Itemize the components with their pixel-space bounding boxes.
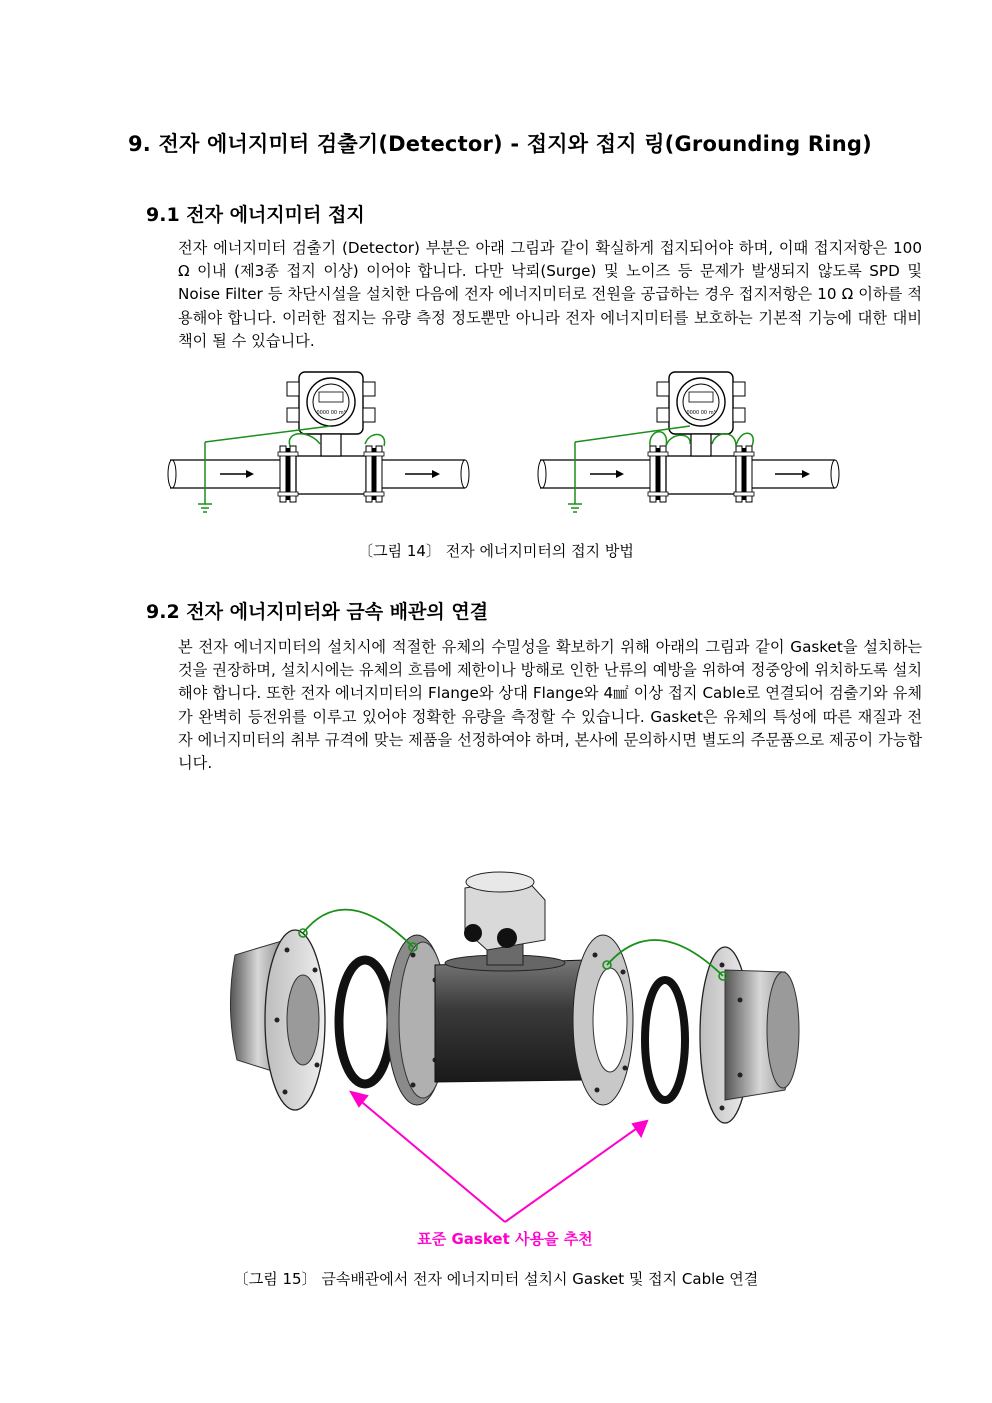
gasket-left [339, 960, 391, 1084]
grounding-paragraph [178, 237, 922, 353]
subsection-title-metal-pipe: 9.2 전자 에너지미터와 금속 배관의 연결 [146, 601, 489, 623]
subsection-title-grounding: 9.1 전자 에너지미터 접지 [146, 204, 365, 226]
metal-pipe-paragraph [178, 636, 922, 775]
left-pipe [230, 930, 325, 1110]
metal-pipe-body: 본 전자 에너지미터의 설치시에 적절한 유체의 수밀성을 확보하기 위해 아래의 그림과 같이 Gasket을 설치하는 것을 권장하며, 설치시에는 유체의 흐름에 제한이나 방해로 인한 난류의 예방을 위하여 정중앙에 위치하도록 설치해야 합니다. 또한 전자 에너지미터의 Flange와 상대 Flange와 4㎟ 이상 접지 Cable로 연결되어 검출기와 유체가 완벽히 등전위를 이루고 있어야 정확한 유량을 측정할 수 있습니다. Gasket은 유체의 특성에 따른 재질과 전자 에너지미터의 취부 규격에 맞는 제품을 선정하여야 하며, 본사에 문의하시면 별도의 주문품으로 제공이 가능합니다. [178, 638, 922, 773]
right-pipe [700, 947, 799, 1123]
grounding-diagram-right [538, 372, 839, 512]
section-title: 9. 전자 에너지미터 검출기(Detector) - 접지와 접지 링(Grounding Ring) [128, 132, 872, 156]
figure-15-gasket-illustration [225, 860, 825, 1250]
meter-body [435, 872, 585, 1082]
gasket-recommendation-label: 표준 Gasket 사용을 추천 [417, 1230, 593, 1248]
figure-14-caption: 〔그림 14〕 전자 에너지미터의 접지 방법 [358, 542, 634, 560]
figure-15-caption: 〔그림 15〕 금속배관에서 전자 에너지미터 설치시 Gasket 및 접지 Cable 연결 [233, 1270, 759, 1288]
figure-14-grounding-diagrams: 0000 00 m³ [160, 372, 860, 522]
grounding-body: 전자 에너지미터 검출기 (Detector) 부분은 아래 그림과 같이 확실하게 접지되어야 하며, 이때 접지저항은 100 Ω 이내 (제3종 접지 이상) 이어야 합니다. 다만 낙뢰(Surge) 및 노이즈 등 문제가 발생되지 않도록 SPD 및 Noise Filter 등 차단시설을 설치한 다음에 전자 에너지미터로 전원을 공급하는 경우 접지저항은 10 Ω 이하를 적용해야 합니다. 이러한 접지는 유량 측정 정도뿐만 아니라 전자 에너지미터를 보호하는 기본적 기능에 대한 대비책이 될 수 있습니다. [178, 239, 922, 350]
gasket-right [645, 980, 685, 1100]
grounding-diagram-left [168, 372, 469, 512]
meter-flange-right [573, 935, 633, 1105]
callout-arrows [351, 1092, 647, 1222]
